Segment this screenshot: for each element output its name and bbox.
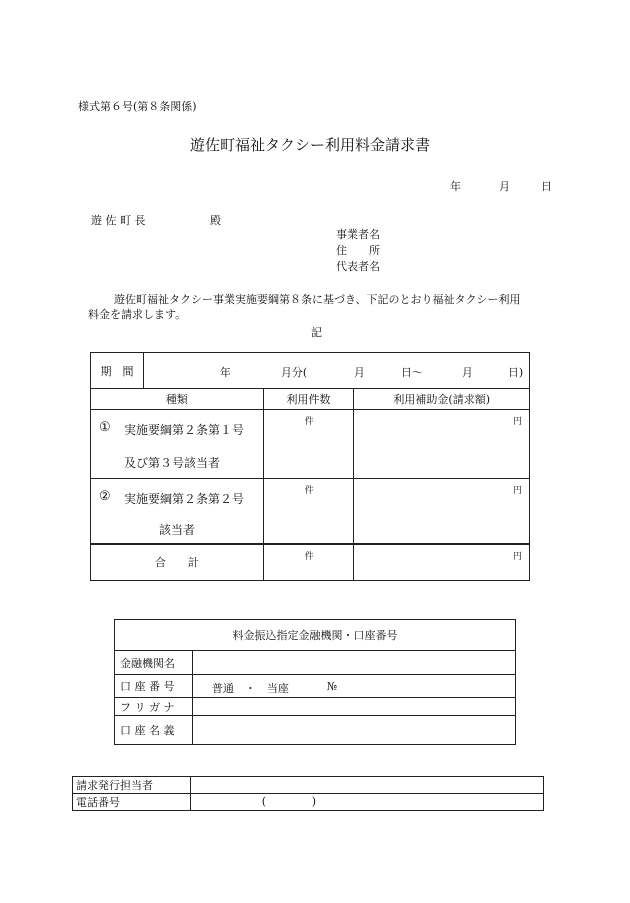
address-label: 住 所	[336, 244, 380, 257]
representative-label: 代表者名	[336, 260, 380, 273]
account-holder-label: 口 座 名 義	[115, 716, 193, 745]
row2-amount-unit: 円	[512, 486, 522, 496]
header-type: 種類	[91, 389, 264, 410]
row2-line1: 実施要綱第２条第２号	[124, 492, 245, 506]
total-count-unit: 件	[304, 551, 314, 562]
phone-paren-open: (	[261, 795, 267, 808]
date-day: 日	[541, 180, 552, 193]
date-month: 月	[499, 180, 510, 193]
row1-count[interactable]	[263, 410, 354, 479]
contact-person-label: 請求発行担当者	[73, 777, 191, 794]
period-value	[143, 353, 529, 389]
addressee-name: 遊 佐 町 長	[91, 214, 146, 227]
total-count[interactable]	[263, 544, 354, 581]
period-to-month: 月	[461, 366, 473, 379]
total-label-cell	[91, 544, 264, 581]
total-row	[91, 544, 530, 581]
account-type: 普通 ・ 当座	[211, 682, 289, 695]
ki-heading: 記	[311, 326, 322, 339]
phone-field[interactable]	[190, 794, 543, 811]
table-row	[91, 410, 530, 479]
date-year: 年	[450, 180, 461, 193]
total-label: 合 計	[154, 556, 199, 570]
institution-field[interactable]	[192, 651, 515, 675]
page-title: 遊佐町福祉タクシー利用料金請求書	[190, 136, 431, 154]
period-year: 年	[219, 366, 231, 379]
header-count: 利用件数	[263, 389, 354, 410]
account-holder-field[interactable]	[192, 716, 515, 745]
contact-table	[72, 776, 544, 811]
period-to-day: 日)	[507, 366, 524, 379]
row1-number: ①	[99, 420, 111, 435]
row2-count-unit: 件	[304, 486, 314, 496]
row1-type	[91, 410, 264, 479]
phone-label: 電話番号	[73, 794, 191, 811]
addressee-honorific: 殿	[210, 214, 221, 227]
account-number-field[interactable]	[192, 675, 515, 698]
bank-header: 料金振込指定金融機関・口座番号	[115, 620, 516, 651]
body-text-line1: 遊佐町福祉タクシー事業実施要綱第８条に基づき、下記のとおり福祉タクシー利用	[114, 293, 521, 306]
row2-type	[91, 479, 264, 544]
bank-table	[114, 619, 516, 745]
row1-count-unit: 件	[304, 417, 314, 427]
row1-amount-unit: 円	[512, 417, 522, 427]
row1-amount[interactable]	[354, 410, 530, 479]
period-from-day: 日〜	[400, 366, 423, 379]
institution-label: 金融機関名	[115, 651, 193, 675]
row2-count[interactable]	[263, 479, 354, 544]
period-from-month: 月	[353, 366, 365, 379]
contact-person-field[interactable]	[190, 777, 543, 794]
account-no-label: №	[326, 680, 338, 693]
row2-line2: 該当者	[159, 523, 196, 537]
table-row	[91, 479, 530, 544]
row1-line2: 及び第３号該当者	[124, 456, 221, 470]
row1-line1: 実施要綱第２条第１号	[124, 423, 245, 437]
row2-amount[interactable]	[354, 479, 530, 544]
period-month-portion: 月分(	[280, 366, 308, 379]
furigana-label: フ リ ガ ナ	[115, 698, 193, 716]
total-amount[interactable]	[354, 544, 530, 581]
request-table	[90, 352, 530, 581]
header-amount: 利用補助金(請求額)	[354, 389, 530, 410]
form-number: 様式第６号(第８条関係)	[78, 100, 197, 113]
account-number-label: 口 座 番 号	[115, 675, 193, 698]
furigana-field[interactable]	[192, 698, 515, 716]
business-name-label: 事業者名	[336, 228, 380, 241]
body-text-line2: 料金を請求します。	[88, 308, 187, 321]
phone-paren-close: )	[311, 795, 317, 808]
total-amount-unit: 円	[512, 551, 522, 562]
row2-number: ②	[99, 489, 111, 504]
period-label: 期 間	[91, 353, 144, 389]
